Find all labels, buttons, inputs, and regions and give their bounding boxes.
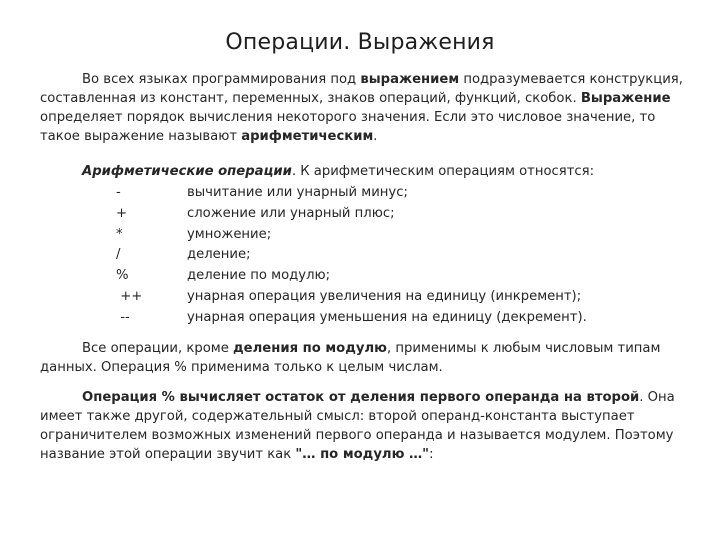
intro-term-expression: выражением <box>360 72 460 87</box>
note-text-1: Все операции, кроме <box>82 341 234 356</box>
operation-description: вычитание или унарный минус; <box>187 185 408 200</box>
intro-term-arithmetic: арифметическим <box>241 129 374 144</box>
operation-description: унарная операция увеличения на единицу (инкремент); <box>187 288 582 304</box>
operation-symbol: / <box>116 247 121 263</box>
intro-text-4: . <box>373 129 378 144</box>
operation-description: деление; <box>187 247 251 263</box>
operation-symbol: + <box>116 205 128 221</box>
note-paragraph <box>40 339 690 377</box>
operation-symbol: ++ <box>116 288 143 304</box>
modulo-text-1: . Она имеет также другой, содержательный смысл: второй операнд-константа выступает ограничителем возможных изменений первого операнда и называется модулем. Поэтому название этой операции звучит как <box>40 390 675 462</box>
note-text-2: , применимы к любым числовым типам данных. Операция % применима только к целым числам. <box>40 341 661 375</box>
modulo-name: "… по модулю …" <box>295 447 430 462</box>
operation-description: сложение или унарный плюс; <box>187 205 395 221</box>
intro-paragraph <box>40 70 690 146</box>
arith-heading: Арифметические операции <box>82 164 292 179</box>
operation-description: деление по модулю; <box>187 268 331 284</box>
operation-symbol: * <box>116 226 123 242</box>
operation-description: унарная операция уменьшения на единицу (декремент). <box>187 309 587 325</box>
intro-text-1: Во всех языках программирования под <box>82 72 361 87</box>
intro-text-2: подразумевается конструкция, составленная из констант, переменных, знаков операций, функций, скобок. <box>40 72 683 106</box>
arith-heading-paragraph <box>82 162 682 181</box>
operation-symbol: -- <box>116 309 130 325</box>
arith-text: . К арифметическим операциям относятся: <box>291 164 595 179</box>
intro-term-expression-2: Выражение <box>580 91 671 106</box>
modulo-paragraph <box>40 388 700 464</box>
operation-symbol: % <box>116 268 129 284</box>
operation-description: умножение; <box>187 226 272 242</box>
modulo-statement: Операция % вычисляет остаток от деления первого операнда на второй <box>82 390 640 405</box>
operation-symbol: - <box>116 185 121 200</box>
page-title: Операции. Выражения <box>225 30 495 55</box>
intro-text-3: определяет порядок вычисления некоторого значения. Если это числовое значение, то такое выражение называют <box>40 110 656 144</box>
note-term-modulo: деления по модулю <box>233 341 387 356</box>
modulo-text-2: : <box>429 447 434 462</box>
